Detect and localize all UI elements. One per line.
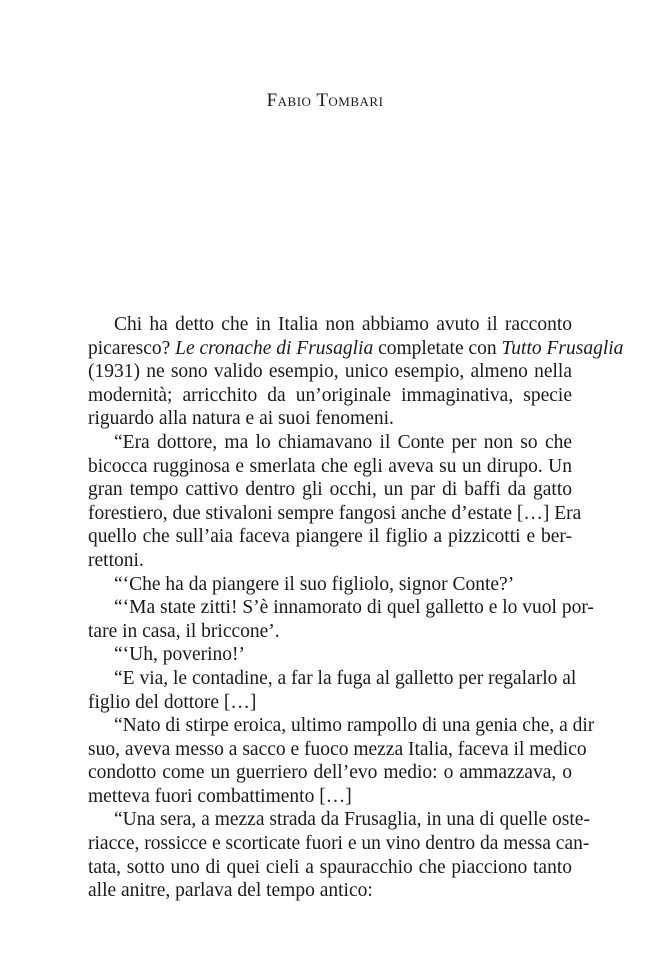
text-segment: picaresco? xyxy=(88,337,176,359)
text-line: rettoni. xyxy=(88,549,144,571)
text-line: forestiero, due stivaloni sempre fangosi anche d’estate […] Era xyxy=(88,502,582,524)
text-line: gran tempo cattivo dentro gli occhi, un par di baffi da gatto xyxy=(88,479,572,501)
text-line: Chi ha detto che in Italia non abbiamo avuto il racconto xyxy=(114,314,572,335)
text-line: “‘Uh, poverino!’ xyxy=(114,644,246,666)
text-line: modernità; arricchito da un’originale immaginativa, specie xyxy=(88,384,572,406)
text-line: suo, aveva messo a sacco e fuoco mezza Italia, faceva il medico xyxy=(88,738,587,760)
text-line: “‘Che ha da piangere il suo figliolo, signor Conte?’ xyxy=(114,573,515,595)
text-line: tare in casa, il briccone’. xyxy=(88,620,280,642)
text-line: riguardo alla natura e ai suoi fenomeni. xyxy=(88,408,394,430)
text-line: tata, sotto uno di quei cieli a spauracchio che piacciono tanto xyxy=(88,856,572,878)
text-line: figlio del dottore […] xyxy=(88,691,257,713)
text-segment: completate con xyxy=(373,337,502,359)
text-line: bicocca rugginosa e smerlata che egli aveva su un dirupo. Un xyxy=(88,455,572,477)
text-line xyxy=(88,337,624,361)
italic-title: Tutto Frusaglia xyxy=(501,337,624,359)
text-line: quello che sull’aia faceva piangere il figlio a pizzicotti e ber- xyxy=(88,526,572,548)
text-line: riacce, rossicce e scorticate fuori e un vino dentro da messa can- xyxy=(88,833,590,855)
text-line: “‘Ma state zitti! S’è innamorato di quel galletto e lo vuol por- xyxy=(114,597,594,619)
text-line: metteva fuori combattimento […] xyxy=(88,785,352,807)
text-line: (1931) ne sono valido esempio, unico esempio, almeno nella xyxy=(88,361,572,383)
running-head-author: Fabio Tombari xyxy=(266,90,384,111)
text-line: condotto come un guerriero dell’evo medio: o ammazzava, o xyxy=(88,762,572,784)
text-line: “Era dottore, ma lo chiamavano il Conte per non so che xyxy=(114,431,572,453)
text-line: alle anitre, parlava del tempo antico: xyxy=(88,880,373,902)
italic-title: Le cronache di Frusaglia xyxy=(175,337,374,359)
body-text xyxy=(88,313,624,903)
text-line: “Una sera, a mezza strada da Frusaglia, in una di quelle oste- xyxy=(114,809,590,831)
text-line: “Nato di stirpe eroica, ultimo rampollo di una genia che, a dir xyxy=(114,715,595,737)
text-line: “E via, le contadine, a far la fuga al galletto per regalarlo al xyxy=(114,667,577,689)
